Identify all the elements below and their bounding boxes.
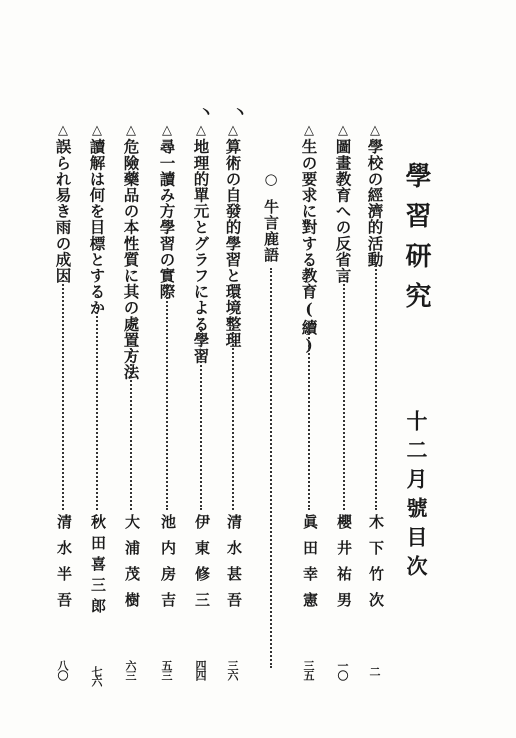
circle-marker-icon: ○	[262, 170, 280, 189]
toc-entry-page: 七六	[90, 666, 103, 686]
toc-entry-page: 八〇	[56, 660, 69, 680]
toc-entry-author: 眞田幸憲	[301, 514, 319, 618]
toc-entry-title	[159, 123, 175, 300]
entry-title-text: 生の要求に對する教育(續)	[299, 138, 319, 355]
triangle-marker-icon: △	[193, 123, 209, 139]
toc-entry-title	[225, 123, 241, 348]
toc-entry-title	[193, 123, 209, 364]
toc-entry-author: 池内房吉	[159, 514, 177, 618]
toc-entry-author: 櫻井祐男	[335, 514, 353, 618]
toc-entry-author: 伊東修三	[193, 514, 211, 618]
print-mark-icon: 丶	[198, 103, 215, 122]
toc-entry-page: 三五	[302, 660, 315, 680]
entry-title-text: 尋一讀み方學習の實際	[157, 138, 177, 300]
toc-entry-author: 清水半吾	[55, 514, 73, 618]
triangle-marker-icon: △	[123, 123, 139, 139]
toc-entry-page: 二	[368, 666, 381, 676]
leader-dots	[343, 276, 347, 510]
triangle-marker-icon: △	[55, 123, 71, 139]
print-mark-icon: 丶	[232, 103, 249, 122]
leader-dots	[130, 343, 134, 510]
toc-entry-title	[335, 123, 351, 284]
toc-entry-page: 四四	[194, 660, 207, 680]
leader-dots	[96, 307, 100, 510]
triangle-marker-icon: △	[89, 123, 105, 139]
triangle-marker-icon: △	[301, 123, 317, 139]
triangle-marker-icon: △	[159, 123, 175, 139]
toc-entry-page: 三六	[226, 660, 239, 680]
toc-entry-author: 大浦茂樹	[123, 514, 141, 618]
leader-dots	[62, 276, 66, 510]
leader-dots	[375, 262, 379, 510]
entry-title-text: 誤られ易き雨の成因	[53, 138, 73, 284]
entry-title-text: 算術の自發的學習と環境整理	[223, 138, 243, 348]
toc-entry-author: 秋田喜三郎	[89, 514, 107, 619]
toc-entry-page: 五三	[160, 660, 173, 680]
entry-title-text: 牛言鹿語	[262, 199, 280, 263]
issue-label: 十二月號目次	[404, 410, 429, 584]
entry-title-text: 讀解は何を目標とするか	[87, 138, 107, 316]
leader-dots	[166, 290, 170, 510]
toc-entry-title	[123, 123, 139, 380]
magazine-title: 學習研究	[401, 162, 431, 322]
leader-dots	[270, 268, 274, 668]
toc-entry-title	[301, 123, 317, 355]
toc-entry-title	[263, 170, 278, 263]
entry-title-text: 學校の經濟的活動	[365, 138, 385, 268]
toc-entry-title	[89, 123, 105, 316]
leader-dots	[200, 330, 204, 510]
triangle-marker-icon: △	[225, 123, 241, 139]
entry-title-text: 地理的單元とグラフによる學習	[191, 138, 211, 365]
toc-entry-author: 木下竹次	[367, 514, 385, 618]
toc-entry-title	[55, 123, 71, 284]
toc-entry-page: 一〇	[336, 660, 349, 680]
toc-entry-title	[367, 123, 383, 267]
triangle-marker-icon: △	[367, 123, 383, 139]
toc-entry-page: 六三	[124, 660, 137, 680]
leader-dots	[308, 322, 312, 510]
entry-title-text: 圖畫教育への反省言	[333, 138, 353, 284]
triangle-marker-icon: △	[335, 123, 351, 139]
toc-entry-author: 清水甚吾	[225, 514, 243, 618]
entry-title-text: 危險藥品の本性質に其の處置方法	[121, 138, 141, 381]
leader-dots	[232, 320, 236, 510]
